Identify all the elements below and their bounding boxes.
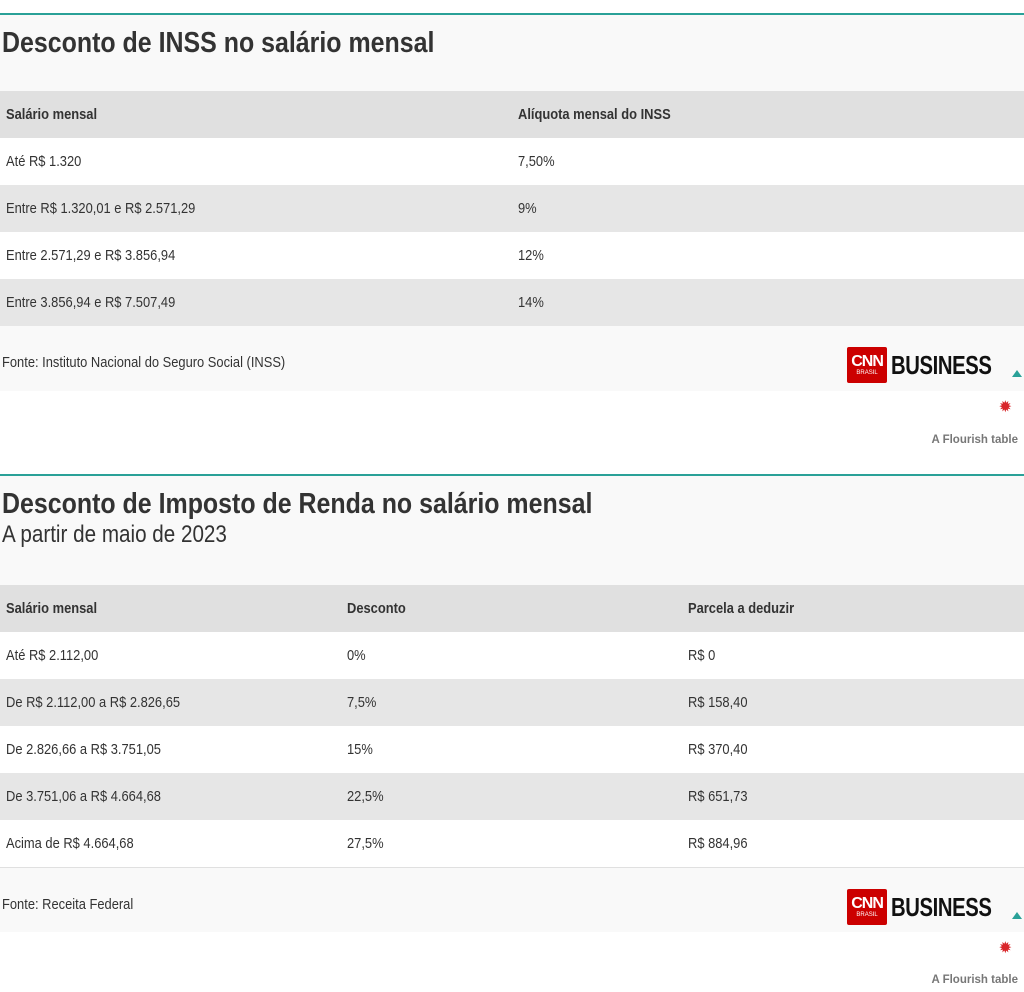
table-cell: 0% (341, 632, 682, 679)
table-row (0, 726, 1024, 773)
table-cell: 9% (512, 185, 1024, 232)
table-row (0, 679, 1024, 726)
cnn-brasil-badge: CNN BRASIL (847, 889, 887, 925)
flourish-footer (0, 391, 1024, 473)
table-row (0, 773, 1024, 820)
logo-accent-triangle-icon (1012, 912, 1022, 919)
table-row (0, 279, 1024, 326)
source-note: Fonte: Receita Federal (2, 896, 134, 913)
cnn-business-logo[interactable] (847, 347, 1020, 383)
table-cell: De R$ 2.112,00 a R$ 2.826,65 (0, 679, 341, 726)
table-cell: Entre 3.856,94 e R$ 7.507,49 (0, 279, 512, 326)
table-cell: Entre R$ 1.320,01 e R$ 2.571,29 (0, 185, 512, 232)
ir-table-title: Desconto de Imposto de Renda no salário mensal (2, 488, 593, 520)
column-header[interactable]: Parcela a deduzir (682, 585, 1024, 632)
table-header-row (0, 91, 1024, 138)
table-cell: R$ 158,40 (682, 679, 1024, 726)
inss-table-card (0, 13, 1024, 393)
table-cell: R$ 0 (682, 632, 1024, 679)
table-row (0, 820, 1024, 867)
column-header[interactable]: Desconto (341, 585, 682, 632)
table-cell: R$ 884,96 (682, 820, 1024, 867)
table-cell: 7,50% (512, 138, 1024, 185)
flourish-logo-icon[interactable]: ✹ (998, 399, 1012, 416)
table-cell: Até R$ 1.320 (0, 138, 512, 185)
table-cell: Acima de R$ 4.664,68 (0, 820, 341, 867)
table-row (0, 138, 1024, 185)
ir-table-header (0, 476, 1024, 585)
table-row (0, 232, 1024, 279)
table-cell: R$ 651,73 (682, 773, 1024, 820)
table-row (0, 185, 1024, 232)
table-cell: De 2.826,66 a R$ 3.751,05 (0, 726, 341, 773)
column-header[interactable]: Alíquota mensal do INSS (512, 91, 1024, 138)
table-header-row (0, 585, 1024, 632)
cnn-brasil-badge: CNN BRASIL (847, 347, 887, 383)
table-cell: Até R$ 2.112,00 (0, 632, 341, 679)
business-wordmark: BUSINESS (891, 891, 992, 922)
business-wordmark: BUSINESS (891, 349, 992, 380)
column-header[interactable]: Salário mensal (0, 91, 512, 138)
ir-table (0, 585, 1024, 867)
table-cell: De 3.751,06 a R$ 4.664,68 (0, 773, 341, 820)
source-note: Fonte: Instituto Nacional do Seguro Social (INSS) (2, 354, 286, 371)
table-cell: R$ 370,40 (682, 726, 1024, 773)
ir-table-subtitle: A partir de maio de 2023 (2, 521, 227, 548)
inss-table-title: Desconto de INSS no salário mensal (2, 27, 435, 59)
inss-table (0, 91, 1024, 326)
column-header[interactable]: Salário mensal (0, 585, 341, 632)
inss-source-row (0, 326, 1024, 400)
logo-accent-triangle-icon (1012, 370, 1022, 377)
ir-table-card (0, 474, 1024, 934)
ir-source-row (0, 867, 1024, 942)
table-cell: 7,5% (341, 679, 682, 726)
table-cell: 14% (512, 279, 1024, 326)
flourish-logo-icon[interactable]: ✹ (998, 940, 1012, 957)
flourish-credit-link[interactable]: A Flourish table (931, 974, 1018, 986)
table-cell: Entre 2.571,29 e R$ 3.856,94 (0, 232, 512, 279)
table-cell: 22,5% (341, 773, 682, 820)
inss-table-header (0, 15, 1024, 91)
table-cell: 27,5% (341, 820, 682, 867)
table-cell: 15% (341, 726, 682, 773)
table-cell: 12% (512, 232, 1024, 279)
flourish-footer (0, 932, 1024, 992)
cnn-business-logo[interactable] (847, 889, 1020, 925)
table-row (0, 632, 1024, 679)
flourish-credit-link[interactable]: A Flourish table (931, 434, 1018, 446)
